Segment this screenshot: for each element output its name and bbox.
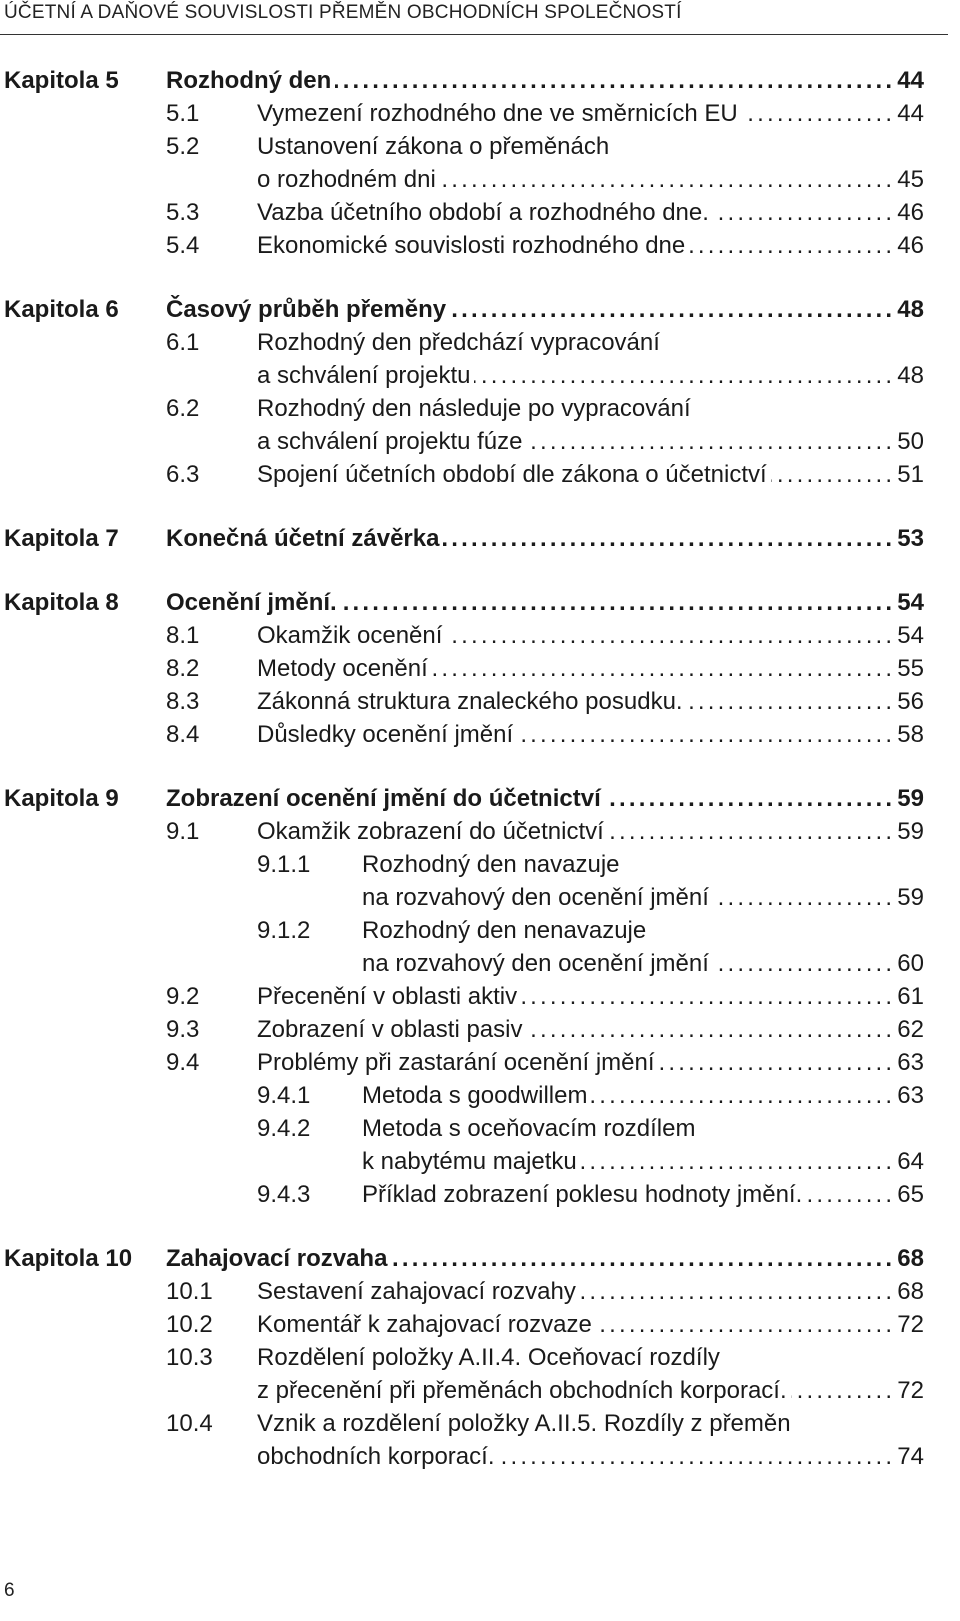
section-number: 6.1 — [166, 329, 200, 356]
toc-entry-title: Zahajovací rozvaha — [166, 1245, 388, 1272]
section-page-number: 64 — [897, 1148, 924, 1175]
toc-entry-title: na rozvahový den ocenění jmění — [362, 950, 709, 977]
section-number: 6.3 — [166, 461, 200, 488]
toc-entry-line — [0, 1079, 960, 1112]
toc-entry-title: Metoda s oceňovacím rozdílem — [362, 1115, 696, 1142]
section-page-number: 46 — [897, 199, 924, 226]
toc-entry-line — [0, 1145, 960, 1178]
section-page-number: 74 — [897, 1443, 924, 1470]
toc-entry-title: Konečná účetní závěrka — [166, 525, 440, 552]
toc-entry-line — [0, 1112, 960, 1145]
dot-leader — [432, 652, 896, 685]
toc-entry-line — [0, 130, 960, 163]
toc-entry-title: Přecenění v oblasti aktiv — [257, 983, 518, 1010]
toc-entry-title: Metody ocenění — [257, 655, 428, 682]
dot-leader — [596, 1308, 895, 1341]
dot-leader — [517, 718, 895, 751]
section-page-number: 51 — [897, 461, 924, 488]
dot-leader — [713, 196, 895, 229]
dot-leader — [713, 881, 895, 914]
toc-entry-title: z přecenění při přeměnách obchodních korporací. — [257, 1377, 787, 1404]
section-page-number: 72 — [897, 1377, 924, 1404]
section-number: 9.4 — [166, 1049, 200, 1076]
section-number: 9.1.2 — [257, 917, 311, 944]
section-page-number: 59 — [897, 884, 924, 911]
toc-entry-line — [0, 229, 960, 262]
toc-entry-line — [0, 1013, 960, 1046]
section-page-number: 63 — [897, 1049, 924, 1076]
toc-entry-title: k nabytému majetku — [362, 1148, 577, 1175]
dot-leader — [526, 1013, 895, 1046]
toc-chapter — [0, 293, 960, 491]
section-number: 5.1 — [166, 100, 200, 127]
section-number: 5.3 — [166, 199, 200, 226]
dot-leader — [450, 293, 895, 326]
dot-leader — [591, 1079, 895, 1112]
section-number: 8.1 — [166, 622, 200, 649]
toc-entry-title: Rozhodný den nenavazuje — [362, 917, 647, 944]
dot-leader — [608, 815, 895, 848]
chapter-page-number: 53 — [897, 525, 924, 552]
toc-entry-line — [0, 196, 960, 229]
header-rule — [0, 34, 948, 35]
dot-leader — [605, 782, 896, 815]
toc-entry-line — [0, 359, 960, 392]
chapter-page-number: 48 — [897, 296, 924, 323]
dot-leader — [791, 1374, 896, 1407]
toc-entry-line — [0, 947, 960, 980]
section-number: 9.2 — [166, 983, 200, 1010]
dot-leader — [443, 522, 895, 555]
toc-entry-title: Okamžik ocenění — [257, 622, 443, 649]
dot-leader — [335, 64, 895, 97]
dot-leader — [742, 97, 896, 130]
toc-chapter — [0, 64, 960, 262]
chapter-label: Kapitola 5 — [4, 67, 119, 94]
toc-entry-title: Vazba účetního období a rozhodného dne. — [257, 199, 709, 226]
toc-chapter — [0, 782, 960, 1211]
toc-entry-title: Rozhodný den navazuje — [362, 851, 620, 878]
toc-entry-title: obchodních korporací. — [257, 1443, 495, 1470]
section-number: 9.4.3 — [257, 1181, 311, 1208]
page-number: 6 — [4, 1580, 15, 1601]
chapter-label: Kapitola 6 — [4, 296, 119, 323]
dot-leader — [659, 1046, 896, 1079]
toc-entry-title: Spojení účetních období dle zákona o účetnictví — [257, 461, 767, 488]
toc-entry-title: Zákonná struktura znaleckého posudku. — [257, 688, 683, 715]
chapter-label: Kapitola 9 — [4, 785, 119, 812]
toc-entry-title: Ekonomické souvislosti rozhodného dne — [257, 232, 686, 259]
toc-entry-title: Vznik a rozdělení položky A.II.5. Rozdíly z přeměn — [257, 1410, 791, 1437]
toc-entry-title: Zobrazení ocenění jmění do účetnictví — [166, 785, 601, 812]
toc-entry-line — [0, 718, 960, 751]
chapter-label: Kapitola 10 — [4, 1245, 133, 1272]
section-page-number: 61 — [897, 983, 924, 1010]
toc-entry-line — [0, 619, 960, 652]
toc-entry-line — [0, 1178, 960, 1211]
section-page-number: 60 — [897, 950, 924, 977]
section-number: 10.2 — [166, 1311, 213, 1338]
section-number: 10.4 — [166, 1410, 213, 1437]
section-number: 9.1 — [166, 818, 200, 845]
chapter-page-number: 68 — [897, 1245, 924, 1272]
toc-entry-title: Metoda s goodwillem — [362, 1082, 588, 1109]
dot-leader — [341, 586, 896, 619]
toc-entry-line — [0, 652, 960, 685]
toc-entry-title: Časový průběh přeměny — [166, 296, 447, 323]
section-page-number: 44 — [897, 100, 924, 127]
toc-entry-line — [0, 881, 960, 914]
dot-leader — [806, 1178, 895, 1211]
dot-leader — [440, 163, 896, 196]
section-number: 8.2 — [166, 655, 200, 682]
dot-leader — [581, 1145, 896, 1178]
dot-leader — [771, 458, 896, 491]
dot-leader — [446, 619, 895, 652]
section-page-number: 59 — [897, 818, 924, 845]
toc-entry-title: a schválení projektu fúze — [257, 428, 523, 455]
toc-entry-title: Ustanovení zákona o přeměnách — [257, 133, 610, 160]
chapter-page-number: 44 — [897, 67, 924, 94]
toc-chapter — [0, 522, 960, 555]
toc-entry-title: a schválení projektu — [257, 362, 471, 389]
chapter-label: Kapitola 7 — [4, 525, 119, 552]
section-page-number: 62 — [897, 1016, 924, 1043]
toc-entry-title: Rozhodný den předchází vypracování — [257, 329, 660, 356]
section-page-number: 54 — [897, 622, 924, 649]
toc-entry-title: Rozdělení položky A.II.4. Oceňovací rozdíly — [257, 1344, 720, 1371]
chapter-page-number: 54 — [897, 589, 924, 616]
section-page-number: 56 — [897, 688, 924, 715]
toc-entry-line — [0, 914, 960, 947]
section-page-number: 72 — [897, 1311, 924, 1338]
toc-entry-line — [0, 1374, 960, 1407]
section-number: 9.4.1 — [257, 1082, 311, 1109]
dot-leader — [687, 685, 896, 718]
dot-leader — [474, 359, 895, 392]
toc-entry-title: Okamžik zobrazení do účetnictví — [257, 818, 604, 845]
toc-entry-line — [0, 326, 960, 359]
section-number: 10.1 — [166, 1278, 213, 1305]
dot-leader — [580, 1275, 895, 1308]
section-number: 6.2 — [166, 395, 200, 422]
section-page-number: 46 — [897, 232, 924, 259]
chapter-page-number: 59 — [897, 785, 924, 812]
toc-entry-title: Důsledky ocenění jmění — [257, 721, 514, 748]
section-number: 8.4 — [166, 721, 200, 748]
toc-entry-title: Zobrazení v oblasti pasiv — [257, 1016, 523, 1043]
dot-leader — [713, 947, 895, 980]
toc-entry-title: o rozhodném dni — [257, 166, 436, 193]
section-page-number: 55 — [897, 655, 924, 682]
table-of-contents — [0, 64, 960, 1504]
toc-entry-line — [0, 1308, 960, 1341]
toc-entry-title: Komentář k zahajovací rozvaze — [257, 1311, 592, 1338]
section-number: 5.4 — [166, 232, 200, 259]
toc-entry-line — [0, 163, 960, 196]
section-page-number: 58 — [897, 721, 924, 748]
running-header: ÚČETNÍ A DAŇOVÉ SOUVISLOSTI PŘEMĚN OBCHODNÍCH SPOLEČNOSTÍ — [4, 2, 682, 23]
dot-leader — [521, 980, 895, 1013]
dot-leader — [391, 1242, 895, 1275]
toc-entry-line — [0, 848, 960, 881]
dot-leader — [498, 1440, 895, 1473]
toc-entry-line — [0, 458, 960, 491]
toc-chapter — [0, 1242, 960, 1473]
section-number: 9.3 — [166, 1016, 200, 1043]
toc-entry-title: Ocenění jmění. — [166, 589, 337, 616]
toc-entry-title: Vymezení rozhodného dne ve směrnicích EU — [257, 100, 738, 127]
chapter-label: Kapitola 8 — [4, 589, 119, 616]
section-page-number: 48 — [897, 362, 924, 389]
toc-entry-title: Příklad zobrazení poklesu hodnoty jmění. — [362, 1181, 803, 1208]
section-number: 9.4.2 — [257, 1115, 311, 1142]
dot-leader — [527, 425, 896, 458]
toc-entry-title: na rozvahový den ocenění jmění — [362, 884, 709, 911]
section-number: 8.3 — [166, 688, 200, 715]
section-page-number: 68 — [897, 1278, 924, 1305]
dot-leader — [689, 229, 895, 262]
toc-entry-title: Problémy při zastarání ocenění jmění — [257, 1049, 655, 1076]
section-page-number: 50 — [897, 428, 924, 455]
toc-entry-line — [0, 1046, 960, 1079]
toc-entry-line — [0, 97, 960, 130]
section-page-number: 45 — [897, 166, 924, 193]
section-number: 5.2 — [166, 133, 200, 160]
toc-entry-line — [0, 1407, 960, 1440]
toc-chapter — [0, 586, 960, 751]
toc-entry-title: Sestavení zahajovací rozvahy — [257, 1278, 576, 1305]
toc-entry-line — [0, 1341, 960, 1374]
toc-entry-line — [0, 392, 960, 425]
toc-entry-line — [0, 980, 960, 1013]
section-number: 10.3 — [166, 1344, 213, 1371]
toc-entry-line — [0, 815, 960, 848]
toc-entry-title: Rozhodný den následuje po vypracování — [257, 395, 691, 422]
toc-entry-line — [0, 1275, 960, 1308]
section-page-number: 63 — [897, 1082, 924, 1109]
toc-entry-line — [0, 685, 960, 718]
toc-entry-title: Rozhodný den — [166, 67, 332, 94]
section-page-number: 65 — [897, 1181, 924, 1208]
section-number: 9.1.1 — [257, 851, 311, 878]
toc-entry-line — [0, 1440, 960, 1473]
toc-entry-line — [0, 425, 960, 458]
